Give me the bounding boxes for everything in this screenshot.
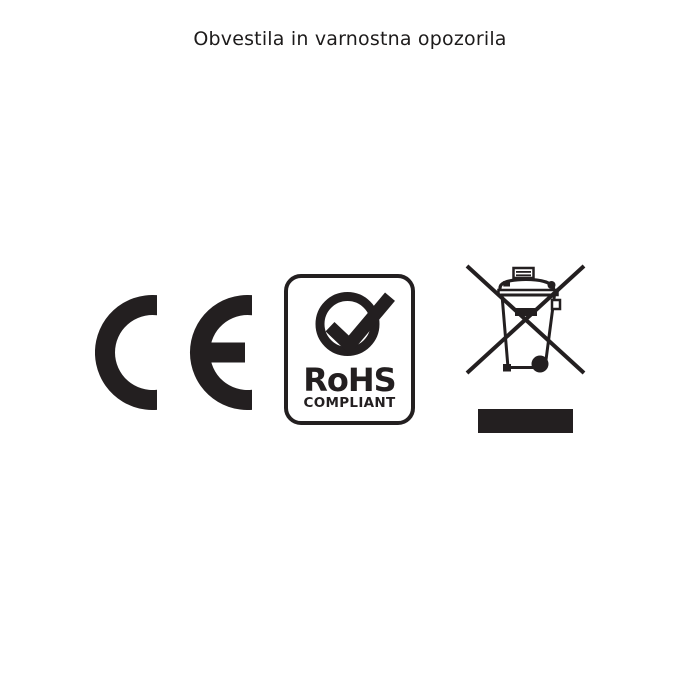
bin-side-handle <box>552 300 560 309</box>
lid-handle-stripe <box>516 274 531 276</box>
ce-letter-e-middle-bar <box>208 343 245 363</box>
rohs-label: RoHS <box>303 361 396 399</box>
rohs-checkmark-circle-icon <box>288 278 411 366</box>
weee-crossed-out-wheelie-bin-icon <box>460 258 590 438</box>
page-title: Obvestila in varnostna opozorila <box>193 28 507 50</box>
lid-handle-stripe <box>516 271 531 273</box>
bin-foot <box>503 364 511 372</box>
rohs-compliant-badge <box>284 274 415 425</box>
lid-left-knob <box>503 281 510 287</box>
weee-black-bar <box>478 409 573 433</box>
bin-wheel <box>532 356 549 373</box>
lid-handle-box <box>514 268 534 278</box>
ce-letter-c <box>95 295 157 410</box>
lid-hinge-dot <box>548 281 556 289</box>
rohs-compliant-label: COMPLIANT <box>303 395 396 411</box>
ce-marking-icon <box>95 295 253 410</box>
